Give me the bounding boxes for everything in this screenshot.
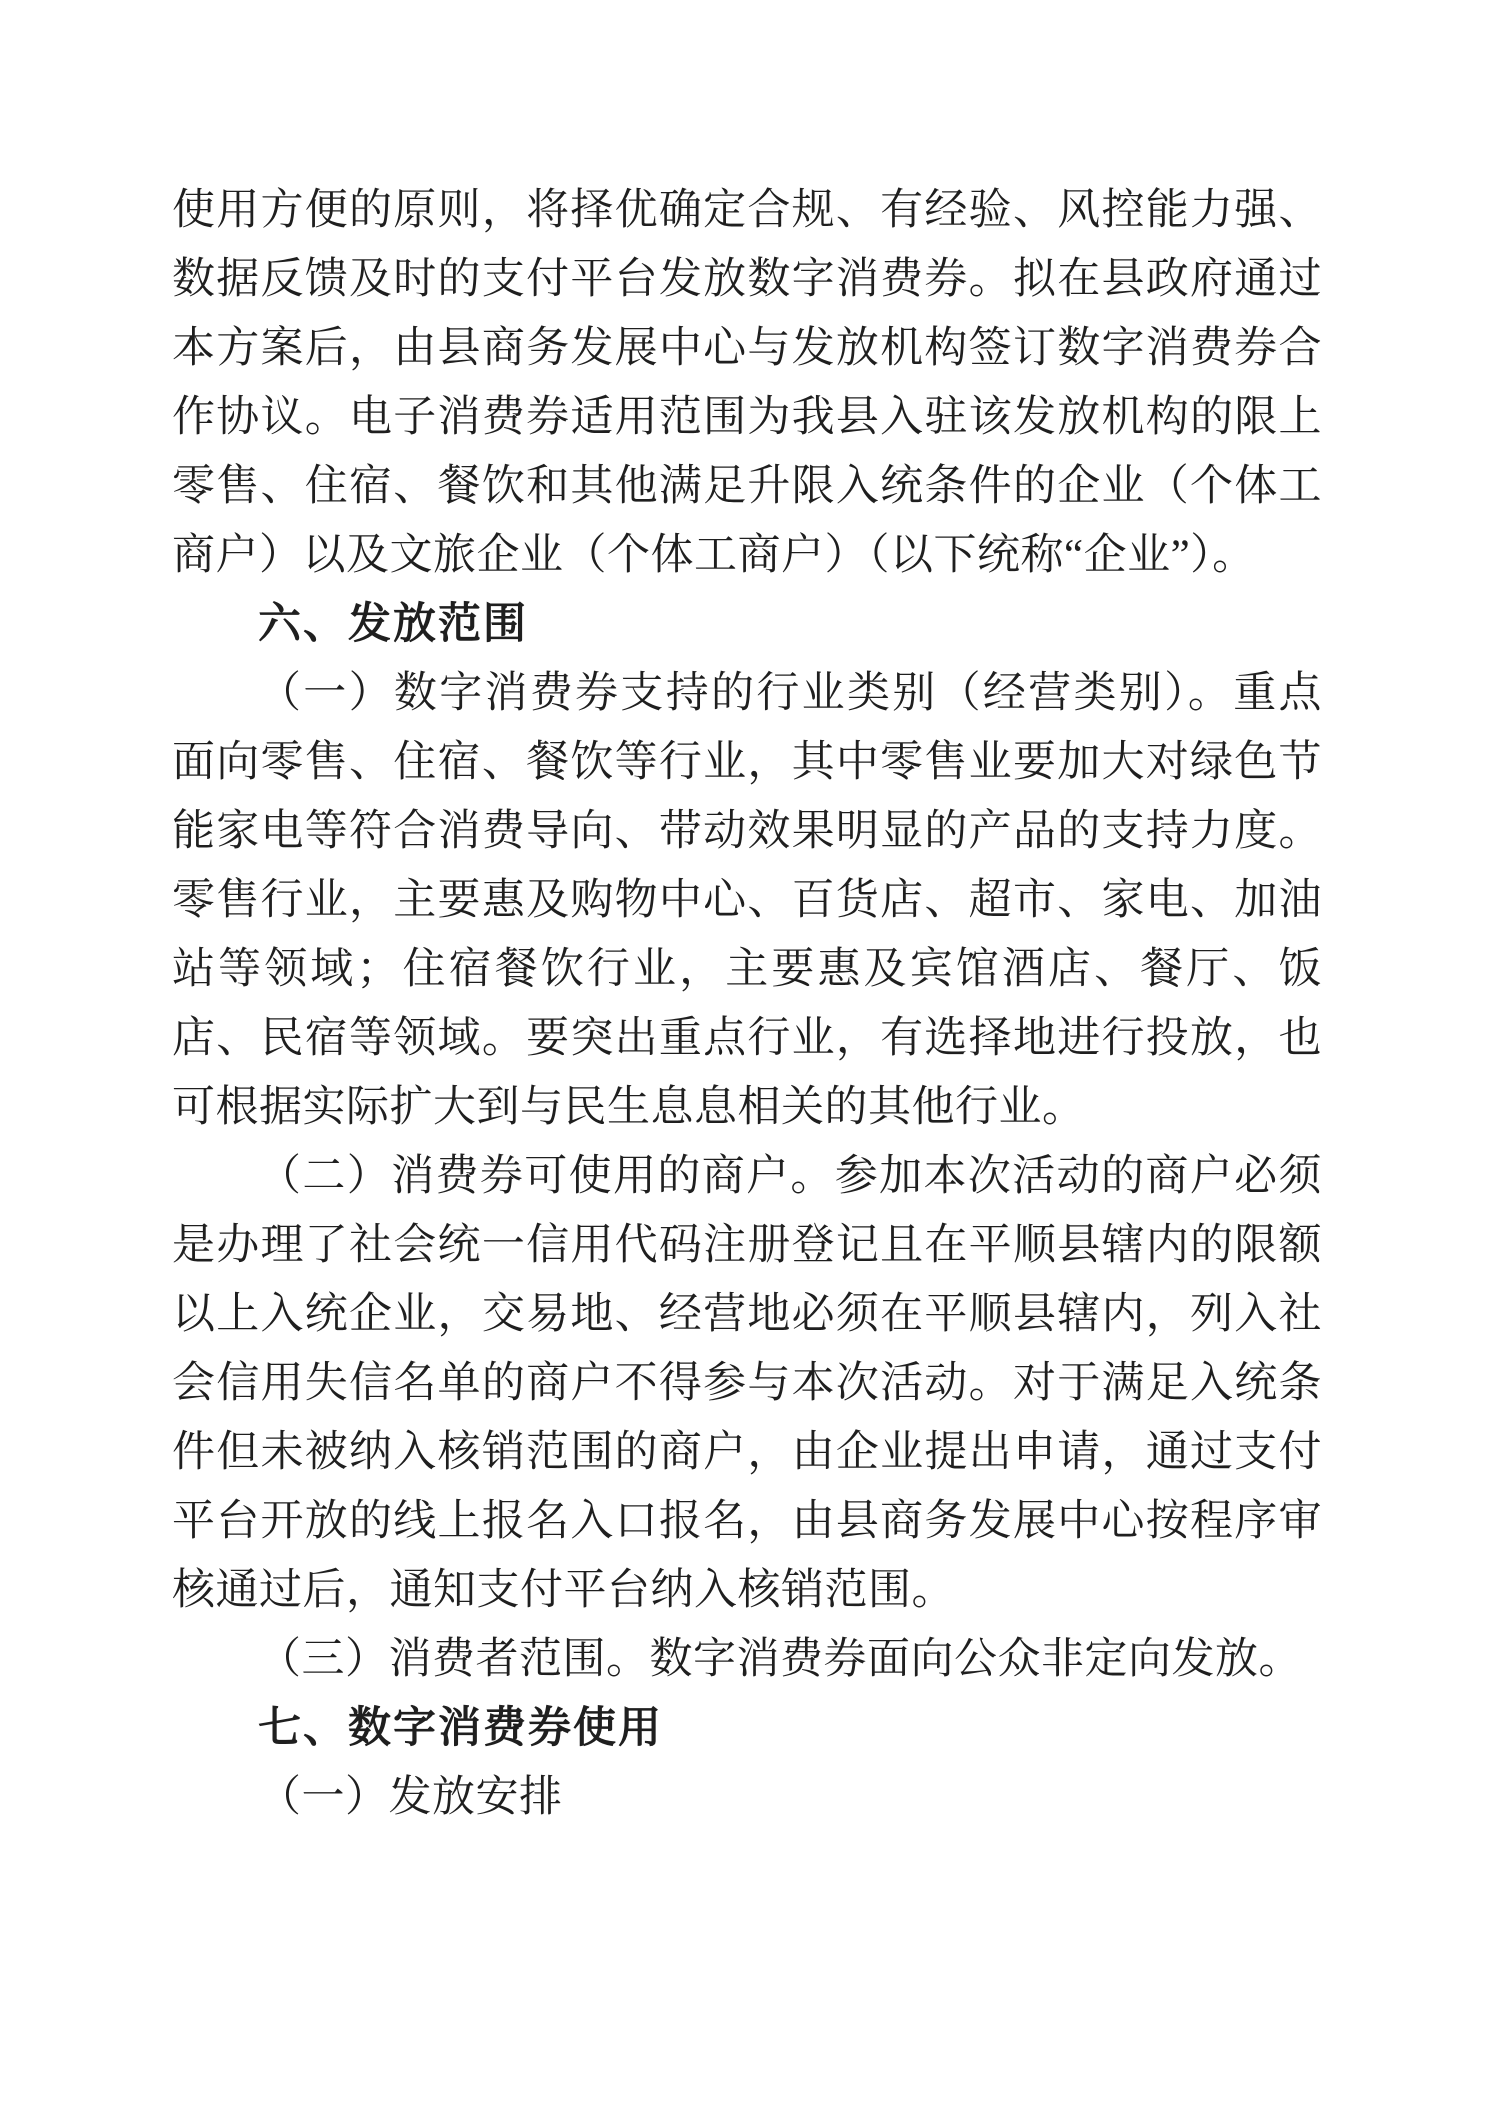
paragraph-continuation: 使用方便的原则，将择优确定合规、有经验、风控能力强、数据反馈及时的支付平台发放数字消费券。拟在县政府通过本方案后，由县商务发展中心与发放机构签订数字消费券合作协议。电子消费券适用范围为我县入驻该发放机构的限上零售、住宿、餐饮和其他满足升限入统条件的企业（个体工商户）以及文旅企业（个体工商户）（以下统称“企业”）。 <box>172 187 1322 579</box>
paragraph-merchants: （二）消费券可使用的商户。参加本次活动的商户必须是办理了社会统一信用代码注册登记且在平顺县辖内的限额以上入统企业，交易地、经营地必须在平顺县辖内，列入社会信用失信名单的商户不得参与本次活动。对于满足入统条件但未被纳入核销范围的商户，由企业提出申请，通过支付平台开放的线上报名入口报名，由县商务发展中心按程序审核通过后，通知支付平台纳入核销范围。 <box>172 1153 1322 1614</box>
section-heading-6: 六、发放范围 <box>258 600 528 648</box>
paragraph-industries: （一）数字消费券支持的行业类别（经营类别）。重点面向零售、住宿、餐饮等行业，其中零售业要加大对绿色节能家电等符合消费导向、带动效果明显的产品的支持力度。零售行业，主要惠及购物中心、百货店、超市、家电、加油站等领域；住宿餐饮行业，主要惠及宾馆酒店、餐厅、饭店、民宿等领域。要突出重点行业，有选择地进行投放，也可根据实际扩大到与民生息息相关的其他行业。 <box>172 670 1322 1131</box>
sub-heading-issuance-arrangement: （一）发放安排 <box>258 1774 563 1821</box>
paragraph-consumers: （三）消费者范围。数字消费券面向公众非定向发放。 <box>258 1636 1302 1683</box>
section-heading-7: 七、数字消费券使用 <box>258 1704 663 1752</box>
